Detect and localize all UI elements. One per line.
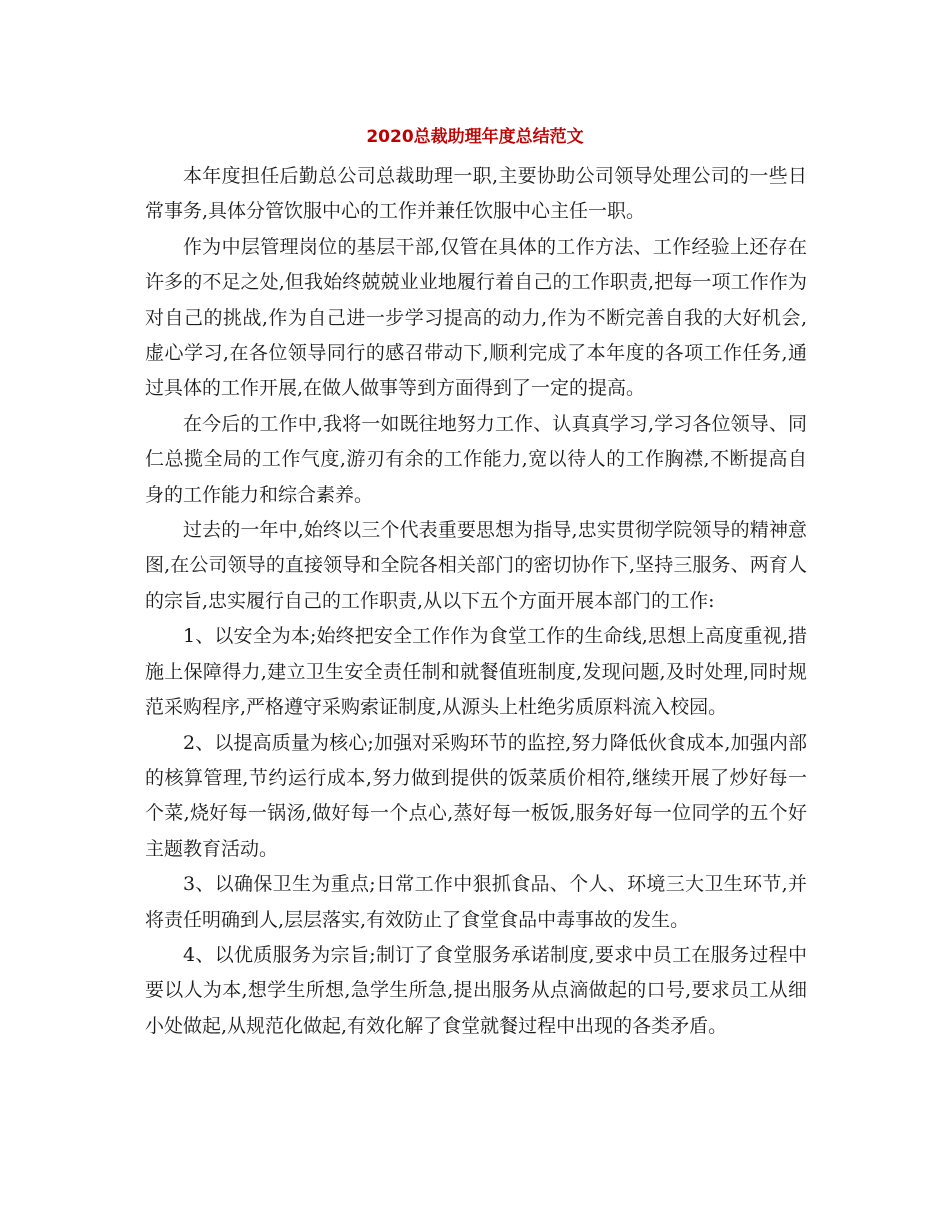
paragraph-7: 3、以确保卫生为重点;日常工作中狠抓食品、个人、环境三大卫生环节,并将责任明确到人,层层落实,有效防止了食堂食品中毒事故的发生。 <box>145 873 807 931</box>
paragraph-2: 作为中层管理岗位的基层干部,仅管在具体的工作方法、工作经验上还存在许多的不足之处,但我始终兢兢业业地履行着自己的工作职责,把每一项工作作为对自己的挑战,作为自己进一步学习提高的动力,作为不断完善自我的大好机会,虚心学习,在各位领导同行的感召带动下,顺利完成了本年度的各项工作任务,通过具体的工作开展,在做人做事等到方面得到了一定的提高。 <box>145 235 807 400</box>
document-title: 2020总裁助理年度总结范文 <box>366 127 584 147</box>
paragraph-6: 2、以提高质量为核心;加强对采购环节的监控,努力降低伙食成本,加强内部的核算管理,节约运行成本,努力做到提供的饭菜质价相符,继续开展了炒好每一个菜,烧好每一锅汤,做好每一个点心,蒸好每一板饭,服务好每一位同学的五个好主题教育活动。 <box>145 731 807 860</box>
paragraph-1: 本年度担任后勤总公司总裁助理一职,主要协助公司领导处理公司的一些日常事务,具体分管饮服中心的工作并兼任饮服中心主任一职。 <box>145 165 807 223</box>
paragraph-4: 过去的一年中,始终以三个代表重要思想为指导,忠实贯彻学院领导的精神意图,在公司领导的直接领导和全院各相关部门的密切协作下,坚持三服务、两育人的宗旨,忠实履行自己的工作职责,从以下五个方面开展本部门的工作: <box>145 519 807 612</box>
document-body <box>145 159 807 1044</box>
paragraph-5: 1、以安全为本;始终把安全工作作为食堂工作的生命线,思想上高度重视,措施上保障得力,建立卫生安全责任制和就餐值班制度,发现问题,及时处理,同时规范采购程序,严格遵守采购索证制度,从源头上杜绝劣质原料流入校园。 <box>145 625 807 719</box>
paragraph-3: 在今后的工作中,我将一如既往地努力工作、认真真学习,学习各位领导、同仁总揽全局的工作气度,游刃有余的工作能力,宽以待人的工作胸襟,不断提高自身的工作能力和综合素养。 <box>145 412 807 506</box>
paragraph-8: 4、以优质服务为宗旨;制订了食堂服务承诺制度,要求中员工在服务过程中要以人为本,想学生所想,急学生所急,提出服务从点滴做起的口号,要求员工从细小处做起,从规范化做起,有效化解了食堂就餐过程中出现的各类矛盾。 <box>145 943 807 1037</box>
